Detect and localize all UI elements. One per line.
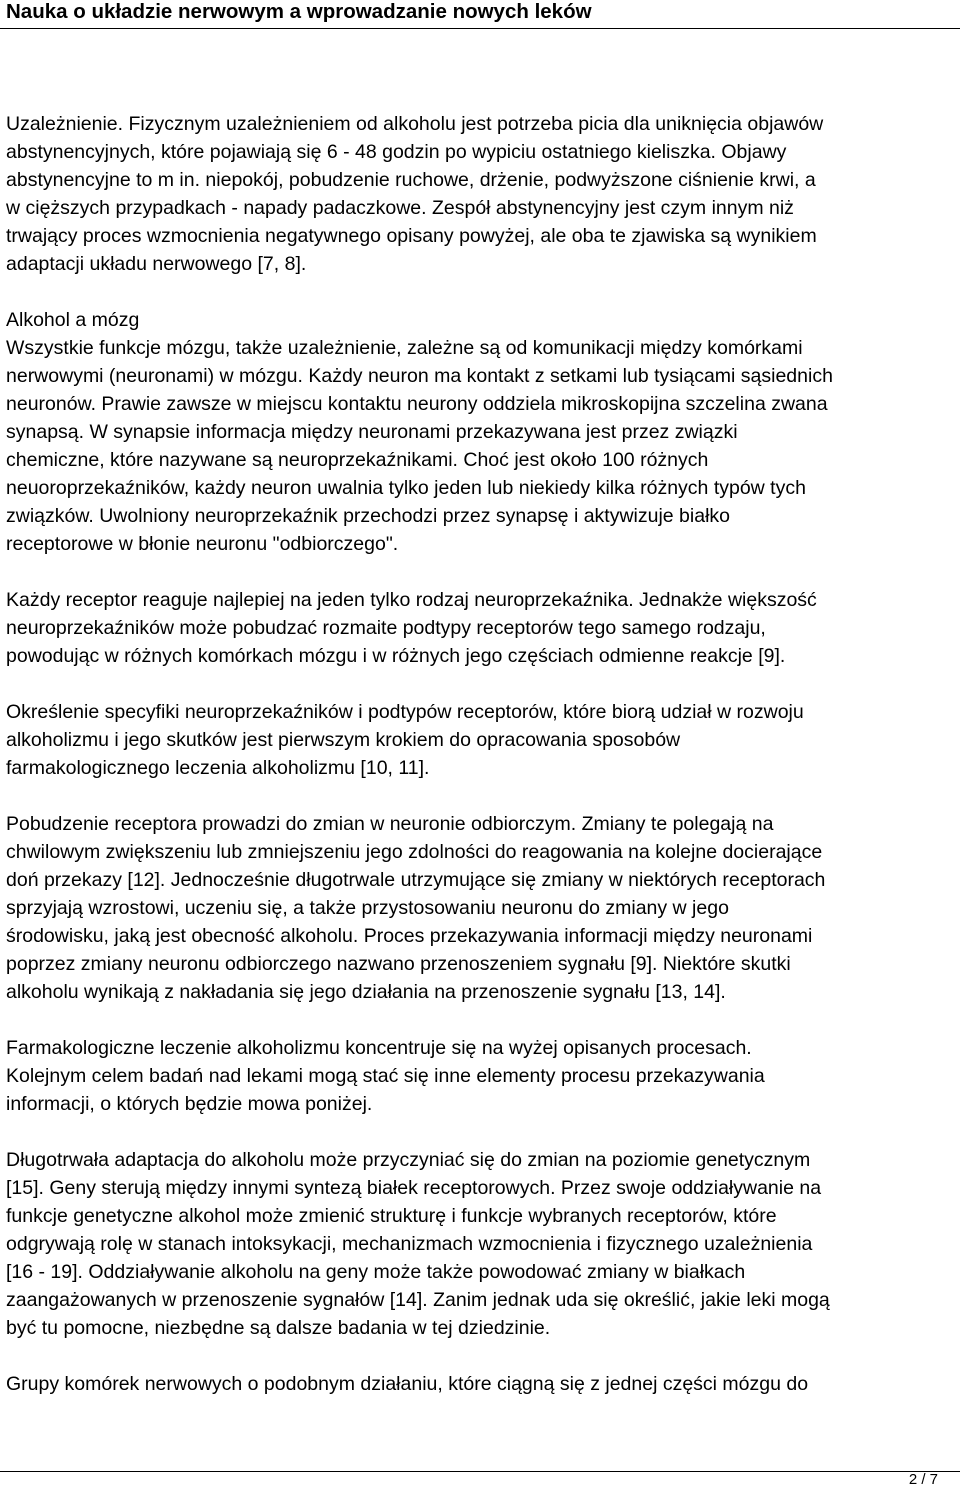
text-line: neuoroprzekaźników, każdy neuron uwalnia tylko jeden lub niekiedy kilka różnych typów tych [6, 477, 806, 499]
text-line: informacji, o których będzie mowa poniżej. [6, 1093, 373, 1115]
text-line: receptorowe w błonie neuronu "odbiorczego". [6, 533, 399, 555]
text-line: zaangażowanych w przenoszenie sygnałów [14]. Zanim jednak uda się określić, jakie leki mogą [6, 1289, 830, 1311]
text-line: adaptacji układu nerwowego [7, 8]. [6, 253, 307, 275]
text-line: Uzależnienie. Fizycznym uzależnieniem od alkoholu jest potrzeba picia dla uniknięcia objawów [6, 113, 824, 135]
text-line: w cięższych przypadkach - napady padaczkowe. Zespół abstynencyjny jest czym innym niż [6, 197, 794, 219]
text-line: związków. Uwolniony neuroprzekaźnik przechodzi przez synapsę i aktywizuje białko [6, 505, 731, 527]
page-number: 2 / 7 [908, 1471, 938, 1488]
text-line: doń przekazy [12]. Jednocześnie długotrwale utrzymujące się zmiany w niektórych receptorach [6, 869, 826, 891]
paragraph-pharmacological-treatment [6, 1034, 956, 1118]
text-line: farmakologicznego leczenia alkoholizmu [10, 11]. [6, 757, 430, 779]
text-line: funkcje genetyczne alkohol może zmienić strukturę i funkcje wybranych receptorów, które [6, 1205, 777, 1227]
paragraph-dependence [6, 110, 956, 278]
text-line: abstynencyjne to m in. niepokój, pobudzenie ruchowe, drżenie, podwyższone ciśnienie krwi, a [6, 169, 816, 191]
document-title: Nauka o układzie nerwowym a wprowadzanie nowych leków [6, 0, 592, 23]
text-line: być tu pomocne, niezbędne są dalsze badania w tej dziedzinie. [6, 1317, 551, 1339]
text-line: Każdy receptor reaguje najlepiej na jeden tylko rodzaj neuroprzekaźnika. Jednakże większość [6, 589, 817, 611]
text-line: środowisku, jaką jest obecność alkoholu. Proces przekazywania informacji między neuronami [6, 925, 813, 947]
text-line: neuronów. Prawie zawsze w miejscu kontaktu neurony oddziela mikroskopijna szczelina zwana [6, 393, 828, 415]
text-line: poprzez zmiany neuronu odbiorczego nazwano przenoszeniem sygnału [9]. Niektóre skutki [6, 953, 791, 975]
paragraph-receptors [6, 586, 956, 670]
text-line: Wszystkie funkcje mózgu, także uzależnienie, zależne są od komunikacji między komórkami [6, 337, 803, 359]
paragraph-signal-transmission [6, 810, 956, 1006]
section-heading-alcohol-brain [6, 306, 956, 334]
text-line: sprzyjają wzrostowi, uczeniu się, a także przystosowaniu neuronu do zmiany w jego [6, 897, 729, 919]
text-line: chwilowym zwiększeniu lub zmniejszeniu jego zdolności do reagowania na kolejne docierające [6, 841, 823, 863]
text-line: neuroprzekaźników może pobudzać rozmaite podtypy receptorów tego samego rodzaju, [6, 617, 766, 639]
text-line: nerwowymi (neuronami) w mózgu. Każdy neuron ma kontakt z setkami lub tysiącami sąsiednich [6, 365, 833, 387]
text-line: Pobudzenie receptora prowadzi do zmian w neuronie odbiorczym. Zmiany te polegają na [6, 813, 774, 835]
paragraph-specificity [6, 698, 956, 782]
document-body [6, 110, 956, 1398]
text-line: Długotrwała adaptacja do alkoholu może przyczyniać się do zmian na poziomie genetycznym [6, 1149, 811, 1171]
page-header [0, 0, 960, 29]
text-line: [16 - 19]. Oddziaływanie alkoholu na geny może także powodować zmiany w białkach [6, 1261, 746, 1283]
text-line: synapsą. W synapsie informacja między neuronami przekazywana jest przez związki [6, 421, 738, 443]
paragraph-genetic-adaptation [6, 1146, 956, 1342]
text-line: abstynencyjnych, które pojawiają się 6 - 48 godzin po wypiciu ostatniego kieliszka. Objawy [6, 141, 787, 163]
text-line: Farmakologiczne leczenie alkoholizmu koncentruje się na wyżej opisanych procesach. [6, 1037, 752, 1059]
text-line: alkoholizmu i jego skutków jest pierwszym krokiem do opracowania sposobów [6, 729, 681, 751]
text-line: Kolejnym celem badań nad lekami mogą stać się inne elementy procesu przekazywania [6, 1065, 765, 1087]
text-line: alkoholu wynikają z nakładania się jego działania na przenoszenie sygnału [13, 14]. [6, 981, 726, 1003]
paragraph-neuron-groups [6, 1370, 956, 1398]
text-line: [15]. Geny sterują między innymi syntezą białek receptorowych. Przez swoje oddziaływanie na [6, 1177, 822, 1199]
text-line: Określenie specyfiki neuroprzekaźników i podtypów receptorów, które biorą udział w rozwoju [6, 701, 804, 723]
text-line: odgrywają rolę w stanach intoksykacji, mechanizmach wzmocnienia i fizycznego uzależnienia [6, 1233, 813, 1255]
text-line: powodując w różnych komórkach mózgu i w różnych jego częściach odmienne reakcje [9]. [6, 645, 786, 667]
text-line: chemiczne, które nazywane są neuroprzekaźnikami. Choć jest około 100 różnych [6, 449, 709, 471]
paragraph-brain-communication [6, 334, 956, 558]
text-line: Alkohol a mózg [6, 309, 140, 331]
text-line: Grupy komórek nerwowych o podobnym działaniu, które ciągną się z jednej części mózgu do [6, 1373, 809, 1395]
footer-rule [0, 1471, 960, 1472]
text-line: trwający proces wzmocnienia negatywnego opisany powyżej, ale oba te zjawiska są wynikiem [6, 225, 817, 247]
